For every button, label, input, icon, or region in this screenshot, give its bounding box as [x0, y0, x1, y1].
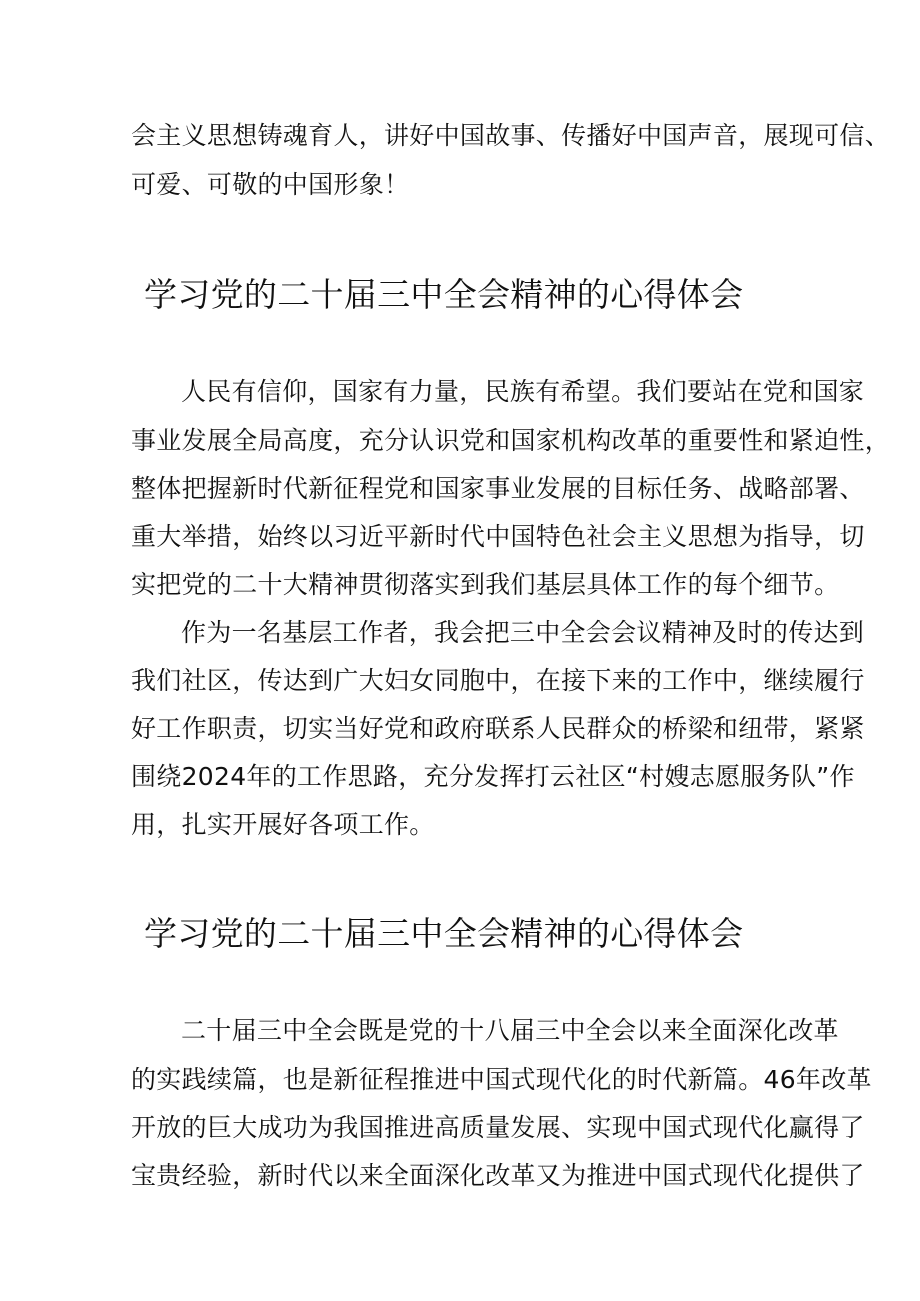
paragraph-line: 围绕2024年的工作思路，充分发挥打云社区“村嫂志愿服务队”作	[131, 762, 855, 791]
paragraph-line: 整体把握新时代新征程党和国家事业发展的目标任务、战略部署、	[131, 474, 865, 503]
paragraph-line: 好工作职责，切实当好党和政府联系人民群众的桥梁和纽带，紧紧	[131, 714, 865, 743]
paragraph-line: 宝贵经验，新时代以来全面深化改革又为推进中国式现代化提供了	[131, 1161, 865, 1190]
paragraph-line: 二十届三中全会既是党的十八届三中全会以来全面深化改革	[181, 1016, 839, 1045]
paragraph-line: 我们社区，传达到广大妇女同胞中，在接下来的工作中，继续履行	[131, 666, 865, 695]
paragraph-line: 开放的巨大成功为我国推进高质量发展、实现中国式现代化赢得了	[131, 1113, 865, 1142]
section-2-title: 学习党的二十届三中全会精神的心得体会	[144, 914, 744, 953]
paragraph-line: 重大举措，始终以习近平新时代中国特色社会主义思想为指导，切	[131, 522, 865, 551]
intro-line-2: 可爱、可敬的中国形象！	[131, 170, 410, 199]
paragraph-line: 的实践续篇，也是新征程推进中国式现代化的时代新篇。46年改革	[131, 1065, 872, 1094]
paragraph-line: 事业发展全局高度，充分认识党和国家机构改革的重要性和紧迫性，	[131, 426, 891, 455]
intro-line-1: 会主义思想铸魂育人，讲好中国故事、传播好中国声音，展现可信、	[131, 121, 891, 150]
paragraph-line: 用，扎实开展好各项工作。	[131, 810, 435, 839]
paragraph-line: 人民有信仰，国家有力量，民族有希望。我们要站在党和国家	[181, 377, 865, 406]
paragraph-line: 作为一名基层工作者，我会把三中全会会议精神及时的传达到	[181, 618, 865, 647]
section-1-title: 学习党的二十届三中全会精神的心得体会	[144, 275, 744, 314]
paragraph-line: 实把党的二十大精神贯彻落实到我们基层具体工作的每个细节。	[131, 570, 840, 599]
